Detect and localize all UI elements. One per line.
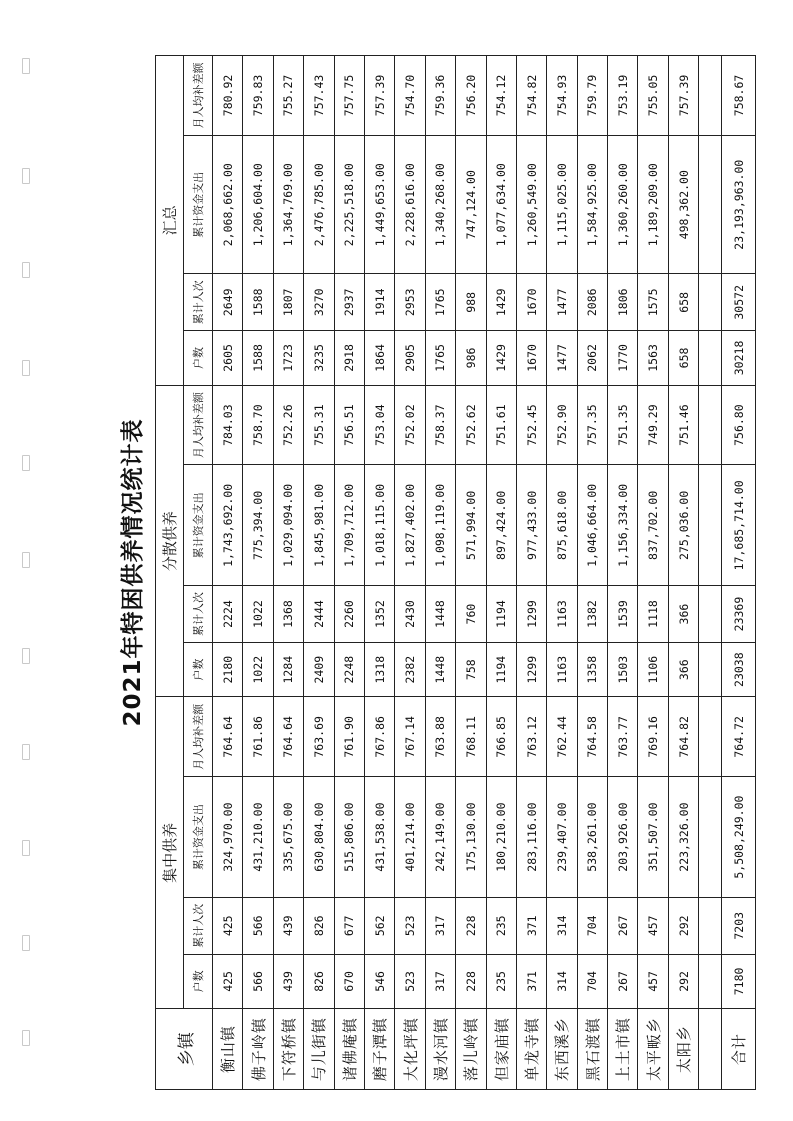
town-name: 诸佛庵镇 — [334, 1009, 364, 1090]
table-header — [156, 56, 213, 1090]
table-cell: 761.90 — [334, 697, 364, 777]
column-header: 累计人次 — [184, 897, 213, 954]
table-cell: 2953 — [395, 274, 425, 331]
table-cell: 175,130.00 — [456, 777, 486, 898]
empty-cell — [699, 777, 722, 898]
empty-cell — [699, 385, 722, 465]
total-cell: 764.72 — [722, 697, 756, 777]
table-cell: 2180 — [213, 642, 243, 697]
table-cell: 2905 — [395, 331, 425, 386]
table-row — [425, 56, 455, 1090]
table-cell: 566 — [243, 954, 273, 1009]
table-cell: 1,260,549.00 — [516, 135, 546, 274]
town-name: 太平畈乡 — [638, 1009, 668, 1090]
table-cell: 677 — [334, 897, 364, 954]
table-cell: 756.51 — [334, 385, 364, 465]
table-cell: 2382 — [395, 642, 425, 697]
header-row-groups — [156, 56, 184, 1090]
table-body — [213, 56, 756, 1090]
total-cell: 23038 — [722, 642, 756, 697]
column-header: 户数 — [184, 954, 213, 1009]
table-cell: 1352 — [364, 586, 394, 643]
total-cell: 5,508,249.00 — [722, 777, 756, 898]
table-cell: 757.39 — [364, 56, 394, 136]
table-cell: 780.92 — [213, 56, 243, 136]
table-cell: 1382 — [577, 586, 607, 643]
table-cell: 1368 — [273, 586, 303, 643]
total-cell: 23369 — [722, 586, 756, 643]
table-cell: 2444 — [304, 586, 334, 643]
table-cell: 1,029,094.00 — [273, 465, 303, 586]
table-row — [395, 56, 425, 1090]
table-cell: 335,675.00 — [273, 777, 303, 898]
table-cell: 1429 — [486, 331, 516, 386]
table-cell: 1,584,925.00 — [577, 135, 607, 274]
table-cell: 1575 — [638, 274, 668, 331]
binder-hole — [22, 648, 30, 664]
table-cell: 523 — [395, 897, 425, 954]
group-header: 分散供养 — [156, 385, 184, 697]
table-cell: 242,149.00 — [425, 777, 455, 898]
table-cell: 571,994.00 — [456, 465, 486, 586]
table-cell: 752.02 — [395, 385, 425, 465]
table-cell: 366 — [668, 586, 698, 643]
table-cell: 763.69 — [304, 697, 334, 777]
empty-cell — [699, 954, 722, 1009]
table-cell: 751.46 — [668, 385, 698, 465]
table-cell: 317 — [425, 954, 455, 1009]
table-cell: 1563 — [638, 331, 668, 386]
table-cell: 538,261.00 — [577, 777, 607, 898]
table-cell: 1503 — [608, 642, 638, 697]
table-cell: 562 — [364, 897, 394, 954]
table-cell: 1765 — [425, 274, 455, 331]
town-name: 东西溪乡 — [547, 1009, 577, 1090]
table-cell: 658 — [668, 331, 698, 386]
table-cell: 2,225,518.00 — [334, 135, 364, 274]
table-cell: 239,407.00 — [547, 777, 577, 898]
table-cell: 755.31 — [304, 385, 334, 465]
table-cell: 1,206,604.00 — [243, 135, 273, 274]
table-cell: 757.35 — [577, 385, 607, 465]
table-cell: 754.93 — [547, 56, 577, 136]
table-cell: 267 — [608, 897, 638, 954]
column-header: 户数 — [184, 642, 213, 697]
table-cell: 769.16 — [638, 697, 668, 777]
table-cell: 1358 — [577, 642, 607, 697]
table-cell: 546 — [364, 954, 394, 1009]
total-label: 合计 — [722, 1009, 756, 1090]
total-cell: 758.67 — [722, 56, 756, 136]
binder-hole — [22, 935, 30, 951]
table-cell: 754.12 — [486, 56, 516, 136]
table-cell: 658 — [668, 274, 698, 331]
table-cell: 1588 — [243, 274, 273, 331]
table-cell: 2248 — [334, 642, 364, 697]
table-cell: 749.29 — [638, 385, 668, 465]
binder-hole — [22, 168, 30, 184]
binder-hole — [22, 58, 30, 74]
empty-row — [699, 56, 722, 1090]
binder-hole — [22, 840, 30, 856]
town-name: 衡山镇 — [213, 1009, 243, 1090]
table-cell: 753.19 — [608, 56, 638, 136]
table-cell: 1429 — [486, 274, 516, 331]
total-cell: 7180 — [722, 954, 756, 1009]
table-cell: 1299 — [516, 642, 546, 697]
table-cell: 401,214.00 — [395, 777, 425, 898]
table-cell: 2,476,785.00 — [304, 135, 334, 274]
table-cell: 371 — [516, 897, 546, 954]
binder-hole — [22, 744, 30, 760]
table-cell: 431,538.00 — [364, 777, 394, 898]
table-cell: 2,228,616.00 — [395, 135, 425, 274]
table-cell: 431,210.00 — [243, 777, 273, 898]
table-row — [668, 56, 698, 1090]
town-name: 太阳乡 — [668, 1009, 698, 1090]
table-cell: 757.75 — [334, 56, 364, 136]
table-cell: 2430 — [395, 586, 425, 643]
group-header: 集中供养 — [156, 697, 184, 1009]
table-cell: 755.05 — [638, 56, 668, 136]
table-cell: 2605 — [213, 331, 243, 386]
table-cell: 1864 — [364, 331, 394, 386]
table-cell: 267 — [608, 954, 638, 1009]
page-title: 2021年特困供养情况统计表 — [120, 418, 146, 727]
table-cell: 1,827,402.00 — [395, 465, 425, 586]
column-header: 户数 — [184, 331, 213, 386]
table-cell: 180,210.00 — [486, 777, 516, 898]
table-cell: 754.82 — [516, 56, 546, 136]
table-cell: 751.61 — [486, 385, 516, 465]
table-cell: 767.14 — [395, 697, 425, 777]
statistics-table — [155, 55, 756, 1090]
table-cell: 764.82 — [668, 697, 698, 777]
table-cell: 203,926.00 — [608, 777, 638, 898]
table-cell: 630,804.00 — [304, 777, 334, 898]
table-cell: 1448 — [425, 586, 455, 643]
table-cell: 498,362.00 — [668, 135, 698, 274]
binder-hole — [22, 1030, 30, 1046]
table-cell: 1,449,653.00 — [364, 135, 394, 274]
table-cell: 1,845,981.00 — [304, 465, 334, 586]
table-cell: 1,115,025.00 — [547, 135, 577, 274]
table-cell: 752.45 — [516, 385, 546, 465]
column-header: 累计人次 — [184, 274, 213, 331]
table-cell: 766.85 — [486, 697, 516, 777]
table-cell: 752.26 — [273, 385, 303, 465]
table-cell: 1299 — [516, 586, 546, 643]
table-cell: 757.39 — [668, 56, 698, 136]
table-cell: 752.62 — [456, 385, 486, 465]
table-cell: 515,806.00 — [334, 777, 364, 898]
table-cell: 228 — [456, 954, 486, 1009]
table-cell: 439 — [273, 897, 303, 954]
empty-cell — [699, 897, 722, 954]
rotated-table-block — [115, 55, 749, 1090]
total-cell: 17,685,714.00 — [722, 465, 756, 586]
table-cell: 1284 — [273, 642, 303, 697]
table-cell: 283,116.00 — [516, 777, 546, 898]
table-cell: 763.88 — [425, 697, 455, 777]
town-column-header: 乡镇 — [156, 1009, 213, 1090]
table-row — [243, 56, 273, 1090]
table-cell: 2086 — [577, 274, 607, 331]
table-cell: 2409 — [304, 642, 334, 697]
total-cell: 7203 — [722, 897, 756, 954]
table-cell: 2260 — [334, 586, 364, 643]
table-row — [304, 56, 334, 1090]
table-cell: 223,326.00 — [668, 777, 698, 898]
column-header: 累计资金支出 — [184, 135, 213, 274]
total-row — [722, 56, 756, 1090]
table-cell: 1194 — [486, 586, 516, 643]
town-name: 单龙寺镇 — [516, 1009, 546, 1090]
table-cell: 747,124.00 — [456, 135, 486, 274]
table-cell: 439 — [273, 954, 303, 1009]
table-cell: 1,743,692.00 — [213, 465, 243, 586]
table-cell: 751.35 — [608, 385, 638, 465]
town-name: 黑石渡镇 — [577, 1009, 607, 1090]
empty-cell — [699, 56, 722, 136]
table-cell: 875,618.00 — [547, 465, 577, 586]
table-row — [456, 56, 486, 1090]
table-cell: 1,098,119.00 — [425, 465, 455, 586]
table-cell: 1670 — [516, 274, 546, 331]
table-cell: 3270 — [304, 274, 334, 331]
table-cell: 3235 — [304, 331, 334, 386]
table-cell: 764.64 — [273, 697, 303, 777]
table-cell: 1022 — [243, 586, 273, 643]
empty-cell — [699, 642, 722, 697]
table-row — [364, 56, 394, 1090]
town-name: 磨子潭镇 — [364, 1009, 394, 1090]
total-cell: 756.80 — [722, 385, 756, 465]
table-cell: 1765 — [425, 331, 455, 386]
table-cell: 1723 — [273, 331, 303, 386]
table-cell: 292 — [668, 954, 698, 1009]
table-row — [608, 56, 638, 1090]
table-cell: 2224 — [213, 586, 243, 643]
table-cell: 1022 — [243, 642, 273, 697]
table-cell: 1,360,260.00 — [608, 135, 638, 274]
table-cell: 752.90 — [547, 385, 577, 465]
table-cell: 1,709,712.00 — [334, 465, 364, 586]
town-name: 佛子岭镇 — [243, 1009, 273, 1090]
table-cell: 768.11 — [456, 697, 486, 777]
column-header: 累计资金支出 — [184, 777, 213, 898]
table-cell: 457 — [638, 954, 668, 1009]
table-cell: 2937 — [334, 274, 364, 331]
total-cell: 23,193,963.00 — [722, 135, 756, 274]
table-cell: 759.79 — [577, 56, 607, 136]
table-cell: 1806 — [608, 274, 638, 331]
table-cell: 457 — [638, 897, 668, 954]
table-cell: 1670 — [516, 331, 546, 386]
table-cell: 351,507.00 — [638, 777, 668, 898]
town-name: 但家庙镇 — [486, 1009, 516, 1090]
empty-cell — [699, 135, 722, 274]
table-cell: 767.86 — [364, 697, 394, 777]
table-cell: 1477 — [547, 331, 577, 386]
table-cell: 977,433.00 — [516, 465, 546, 586]
table-row — [547, 56, 577, 1090]
table-cell: 756.20 — [456, 56, 486, 136]
table-cell: 371 — [516, 954, 546, 1009]
table-cell: 1,364,769.00 — [273, 135, 303, 274]
empty-cell — [699, 465, 722, 586]
empty-cell — [699, 1009, 722, 1090]
table-cell: 1163 — [547, 642, 577, 697]
binder-hole — [22, 552, 30, 568]
table-cell: 757.43 — [304, 56, 334, 136]
table-cell: 758.37 — [425, 385, 455, 465]
total-cell: 30572 — [722, 274, 756, 331]
table-cell: 425 — [213, 897, 243, 954]
table-cell: 763.77 — [608, 697, 638, 777]
table-row — [213, 56, 243, 1090]
table-row — [577, 56, 607, 1090]
table-cell: 826 — [304, 897, 334, 954]
table-cell: 1539 — [608, 586, 638, 643]
table-cell: 2,068,662.00 — [213, 135, 243, 274]
binder-hole — [22, 262, 30, 278]
table-cell: 2918 — [334, 331, 364, 386]
table-row — [273, 56, 303, 1090]
table-cell: 1,340,268.00 — [425, 135, 455, 274]
table-cell: 670 — [334, 954, 364, 1009]
table-cell: 228 — [456, 897, 486, 954]
table-cell: 1770 — [608, 331, 638, 386]
table-cell: 784.03 — [213, 385, 243, 465]
table-cell: 764.58 — [577, 697, 607, 777]
table-cell: 1194 — [486, 642, 516, 697]
table-cell: 1477 — [547, 274, 577, 331]
table-cell: 760 — [456, 586, 486, 643]
table-cell: 826 — [304, 954, 334, 1009]
town-name: 大化坪镇 — [395, 1009, 425, 1090]
table-cell: 758.70 — [243, 385, 273, 465]
table-cell: 1807 — [273, 274, 303, 331]
table-cell: 763.12 — [516, 697, 546, 777]
table-cell: 292 — [668, 897, 698, 954]
table-cell: 761.86 — [243, 697, 273, 777]
town-name: 上土市镇 — [608, 1009, 638, 1090]
table-cell: 275,036.00 — [668, 465, 698, 586]
table-cell: 2062 — [577, 331, 607, 386]
table-cell: 2649 — [213, 274, 243, 331]
table-cell: 759.36 — [425, 56, 455, 136]
table-cell: 235 — [486, 954, 516, 1009]
binder-hole — [22, 360, 30, 376]
table-row — [334, 56, 364, 1090]
table-cell: 1,018,115.00 — [364, 465, 394, 586]
table-cell: 1118 — [638, 586, 668, 643]
table-cell: 762.44 — [547, 697, 577, 777]
table-cell: 1,156,334.00 — [608, 465, 638, 586]
binder-hole — [22, 455, 30, 471]
table-cell: 704 — [577, 897, 607, 954]
table-cell: 753.04 — [364, 385, 394, 465]
table-cell: 1914 — [364, 274, 394, 331]
table-cell: 775,394.00 — [243, 465, 273, 586]
total-cell: 30218 — [722, 331, 756, 386]
table-cell: 1106 — [638, 642, 668, 697]
town-name: 下符桥镇 — [273, 1009, 303, 1090]
table-cell: 704 — [577, 954, 607, 1009]
table-cell: 317 — [425, 897, 455, 954]
table-cell: 235 — [486, 897, 516, 954]
header-row-columns — [184, 56, 213, 1090]
table-cell: 897,424.00 — [486, 465, 516, 586]
table-cell: 1,046,664.00 — [577, 465, 607, 586]
table-cell: 988 — [456, 274, 486, 331]
table-cell: 764.64 — [213, 697, 243, 777]
table-cell: 754.70 — [395, 56, 425, 136]
group-header: 汇总 — [156, 56, 184, 386]
column-header: 月人均补差额 — [184, 385, 213, 465]
table-cell: 425 — [213, 954, 243, 1009]
table-cell: 759.83 — [243, 56, 273, 136]
table-cell: 755.27 — [273, 56, 303, 136]
table-cell: 758 — [456, 642, 486, 697]
table-cell: 1163 — [547, 586, 577, 643]
empty-cell — [699, 586, 722, 643]
table-cell: 566 — [243, 897, 273, 954]
table-row — [638, 56, 668, 1090]
table-cell: 1448 — [425, 642, 455, 697]
table-cell: 1318 — [364, 642, 394, 697]
table-row — [486, 56, 516, 1090]
town-name: 落儿岭镇 — [456, 1009, 486, 1090]
table-cell: 314 — [547, 897, 577, 954]
table-cell: 314 — [547, 954, 577, 1009]
table-cell: 1588 — [243, 331, 273, 386]
town-name: 与儿街镇 — [304, 1009, 334, 1090]
table-cell: 837,702.00 — [638, 465, 668, 586]
table-row — [516, 56, 546, 1090]
column-header: 累计资金支出 — [184, 465, 213, 586]
table-cell: 1,077,634.00 — [486, 135, 516, 274]
table-cell: 523 — [395, 954, 425, 1009]
column-header: 月人均补差额 — [184, 56, 213, 136]
empty-cell — [699, 697, 722, 777]
column-header: 月人均补差额 — [184, 697, 213, 777]
table-cell: 366 — [668, 642, 698, 697]
column-header: 累计人次 — [184, 586, 213, 643]
table-cell: 986 — [456, 331, 486, 386]
table-cell: 324,970.00 — [213, 777, 243, 898]
table-cell: 1,189,209.00 — [638, 135, 668, 274]
empty-cell — [699, 331, 722, 386]
empty-cell — [699, 274, 722, 331]
town-name: 漫水河镇 — [425, 1009, 455, 1090]
